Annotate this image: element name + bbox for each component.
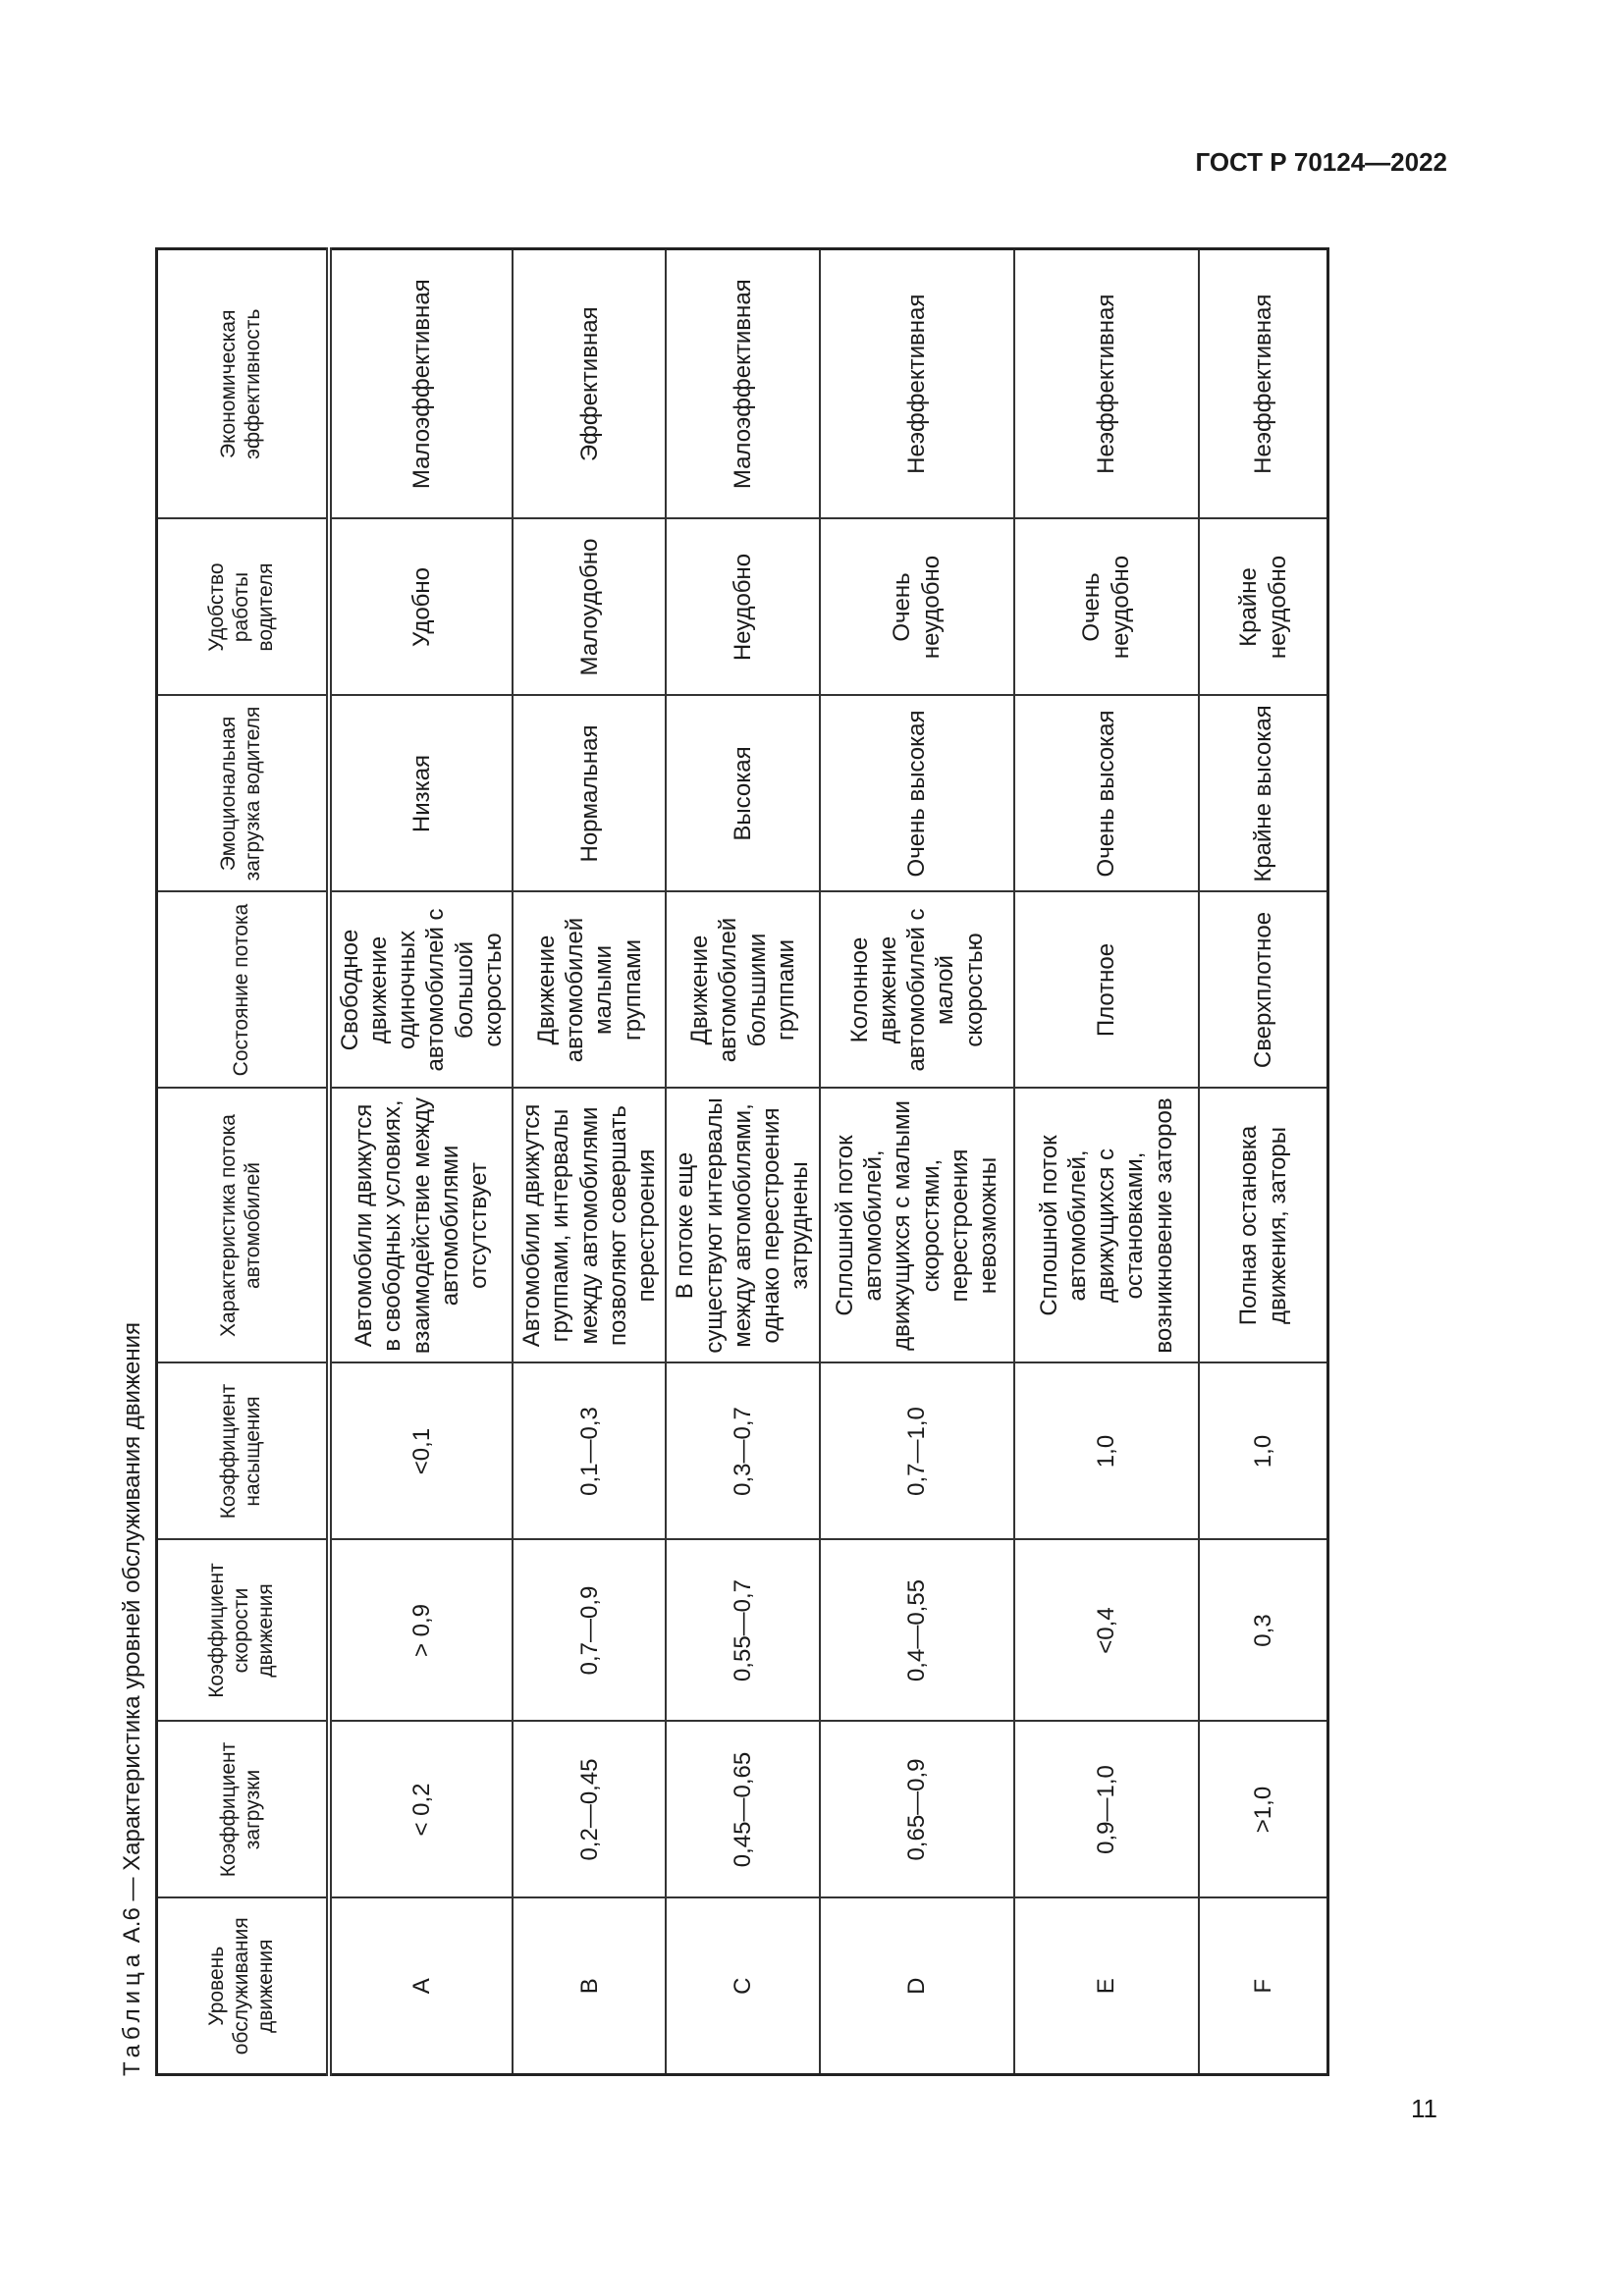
table-cell: Очень неудобно [1014, 519, 1199, 696]
rotated-table-block [113, 250, 1291, 2076]
table-cell: 0,3—0,7 [666, 1363, 819, 1540]
table-cell: Малоэффективная [329, 249, 514, 519]
table-cell: Высокая [666, 696, 819, 892]
table-cell: Неэффективная [1199, 249, 1328, 519]
table-cell: Неудобно [666, 519, 819, 696]
table-row [820, 249, 1014, 2075]
table-cell: 1,0 [1199, 1363, 1328, 1540]
table-cell: F [1199, 1898, 1328, 2075]
table-cell: <0,4 [1014, 1540, 1199, 1722]
table-header-row [157, 249, 329, 2075]
table-cell: > 0,9 [329, 1540, 514, 1722]
table-cell: 1,0 [1014, 1363, 1199, 1540]
table-cell: Сплошной поток автомобилей, движущихся с остановками, возникновение заторов [1014, 1089, 1199, 1363]
table-cell: Крайне высокая [1199, 696, 1328, 892]
table-cell: Свободное движение одиночных автомобилей с большой скоростью [329, 892, 514, 1089]
table-cell: 0,55—0,7 [666, 1540, 819, 1722]
table-row [1014, 249, 1199, 2075]
table-cell: D [820, 1898, 1014, 2075]
table-cell: Низкая [329, 696, 514, 892]
table-row [513, 249, 666, 2075]
header-cell: Эмоциональная загрузка водителя [157, 696, 329, 892]
header-cell: Удобство работы водителя [157, 519, 329, 696]
table-cell: 0,7—0,9 [513, 1540, 666, 1722]
table-cell: В потоке еще существуют интервалы между автомобилями, однако перестроения затруднены [666, 1089, 819, 1363]
table-row [666, 249, 819, 2075]
table-cell: E [1014, 1898, 1199, 2075]
table-cell: Автомобили движутся группами, интервалы между автомобилями позволяют совершать перестроения [513, 1089, 666, 1363]
header-cell: Коэффициент загрузки [157, 1722, 329, 1898]
table-cell: 0,7—1,0 [820, 1363, 1014, 1540]
table-cell: Сверхплотное [1199, 892, 1328, 1089]
table-cell: Эффективная [513, 249, 666, 519]
table-cell: 0,65—0,9 [820, 1722, 1014, 1898]
table-cell: C [666, 1898, 819, 2075]
header-cell: Уровень обслуживания движения [157, 1898, 329, 2075]
table-cell: 0,45—0,65 [666, 1722, 819, 1898]
header-cell: Коэффициент скорости движения [157, 1540, 329, 1722]
table-cell: >1,0 [1199, 1722, 1328, 1898]
table-cell: 0,3 [1199, 1540, 1328, 1722]
header-cell: Состояние потока [157, 892, 329, 1089]
table-cell: Неэффективная [820, 249, 1014, 519]
table-cell: Автомобили движутся в свободных условиях, взаимодействие между автомобилями отсутствует [329, 1089, 514, 1363]
table-cell: Движение автомобилей большими группами [666, 892, 819, 1089]
service-levels-table [155, 247, 1329, 2076]
table-cell: Неэффективная [1014, 249, 1199, 519]
table-cell: < 0,2 [329, 1722, 514, 1898]
table-cell: Малоэффективная [666, 249, 819, 519]
table-cell: Нормальная [513, 696, 666, 892]
table-cell: <0,1 [329, 1363, 514, 1540]
table-cell: 0,4—0,55 [820, 1540, 1014, 1722]
table-row [1199, 249, 1328, 2075]
table-cell: 0,9—1,0 [1014, 1722, 1199, 1898]
caption-prefix: Таблица [119, 1949, 145, 2076]
table-cell: 0,1—0,3 [513, 1363, 666, 1540]
table-cell: Крайне неудобно [1199, 519, 1328, 696]
table-cell: Малоудобно [513, 519, 666, 696]
table-cell: B [513, 1898, 666, 2075]
table-row [329, 249, 514, 2075]
table-caption [113, 1322, 152, 2076]
table-cell: Очень неудобно [820, 519, 1014, 696]
table-cell: 0,2—0,45 [513, 1722, 666, 1898]
table-cell: Очень высокая [820, 696, 1014, 892]
page-number: 11 [1411, 2094, 1437, 2123]
caption-text: А.6 — Характеристика уровней обслуживания движения [119, 1321, 145, 1944]
table-cell: Полная остановка движения, заторы [1199, 1089, 1328, 1363]
document-code: ГОСТ Р 70124—2022 [1195, 147, 1447, 177]
header-cell: Характеристика потока автомобилей [157, 1089, 329, 1363]
header-cell: Коэффициент насыщения [157, 1363, 329, 1540]
table-cell: Колонное движение автомобилей с малой скоростью [820, 892, 1014, 1089]
header-cell: Экономическая эффективность [157, 249, 329, 519]
table-cell: Плотное [1014, 892, 1199, 1089]
table-cell: A [329, 1898, 514, 2075]
table-cell: Движение автомобилей малыми группами [513, 892, 666, 1089]
table-cell: Очень высокая [1014, 696, 1199, 892]
table-cell: Удобно [329, 519, 514, 696]
table-cell: Сплошной поток автомобилей, движущихся с малыми скоростями, перестроения невозможны [820, 1089, 1014, 1363]
